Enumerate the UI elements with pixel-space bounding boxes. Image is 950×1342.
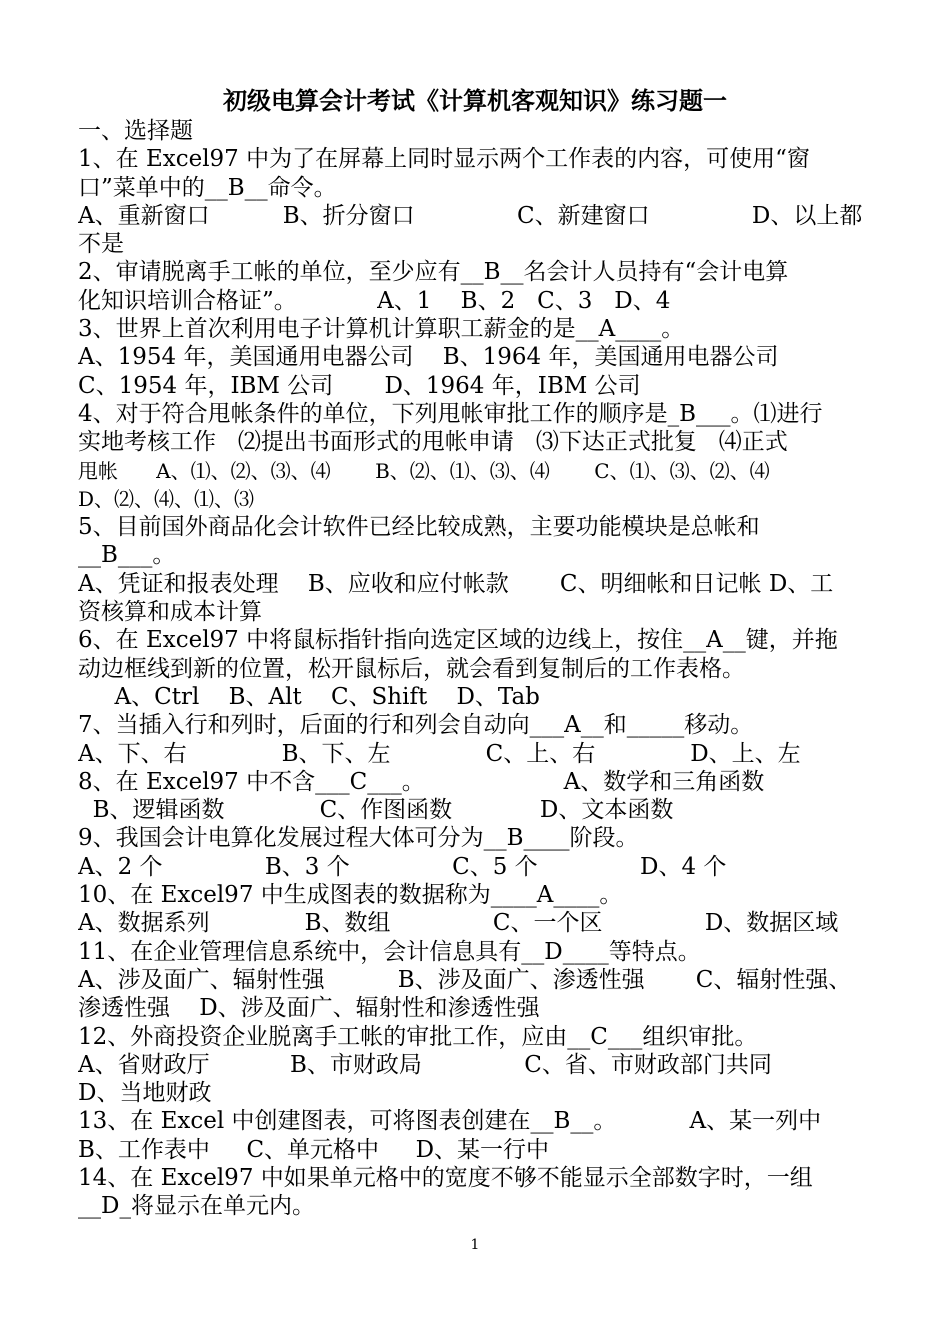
text-line: 化知识培训合格证”。 A、1 B、2 C、3 D、4 <box>78 287 671 314</box>
text-line: __B___。 <box>78 542 176 569</box>
text-line: C、1954 年，IBM 公司 D、1964 年，IBM 公司 <box>78 372 641 399</box>
text-line: 动边框线到新的位置，松开鼠标后，就会看到复制后的工作表格。 <box>78 655 745 682</box>
text-line: __D_将显示在单元内。 <box>78 1193 315 1220</box>
text-line: 13、在 Excel 中创建图表，可将图表创建在__B__。 A、某一列中 <box>78 1108 822 1135</box>
text-line: 1、在 Excel97 中为了在屏幕上同时显示两个工作表的内容，可使用“窗 <box>78 146 810 173</box>
text-line: A、省财政厅 B、市财政局 C、省、市财政部门共同 <box>78 1051 772 1078</box>
text-line: 口”菜单中的__B__命令。 <box>78 174 337 201</box>
text-line: 5、目前国外商品化会计软件已经比较成熟，主要功能模块是总帐和 <box>78 514 760 541</box>
text-line: 14、在 Excel97 中如果单元格中的宽度不够不能显示全部数字时，一组 <box>78 1164 813 1191</box>
text-line: A、数据系列 B、数组 C、一个区 D、数据区域 <box>78 910 839 937</box>
text-line: 11、在企业管理信息系统中，会计信息具有__D____等特点。 <box>78 938 701 965</box>
text-line: 资核算和成本计算 <box>78 599 262 626</box>
text-line: A、凭证和报表处理 B、应收和应付帐款 C、明细帐和日记帐 D、工 <box>78 570 834 597</box>
text-line: 3、世界上首次利用电子计算机计算职工薪金的是__A____。 <box>78 316 685 343</box>
text-line: 4、对于符合甩帐条件的单位，下列甩帐审批工作的顺序是_B___。⑴进行 <box>78 400 823 427</box>
text-line: A、1954 年，美国通用电器公司 B、1964 年，美国通用电器公司 <box>78 344 779 371</box>
text-line: A、Ctrl B、Alt C、Shift D、Tab <box>78 683 540 710</box>
text-line: 不是 <box>78 231 124 258</box>
text-line: B、工作表中 C、单元格中 D、某一行中 <box>78 1136 550 1163</box>
page-number: 1 <box>470 1237 480 1253</box>
text-line: 实地考核工作 ⑵提出书面形式的甩帐申请 ⑶下达正式批复 ⑷正式 <box>78 429 788 456</box>
text-line: 渗透性强 D、涉及面广、辐射性和渗透性强 <box>78 995 540 1022</box>
text-line: A、涉及面广、辐射性强 B、涉及面广、渗透性强 C、辐射性强、 <box>78 966 852 993</box>
text-line: 9、我国会计电算化发展过程大体可分为__B____阶段。 <box>78 825 639 852</box>
text-line: 7、当插入行和列时，后面的行和列会自动向___A__和_____移动。 <box>78 712 754 739</box>
text-line: 8、在 Excel97 中不含___C___。 A、数学和三角函数 <box>78 768 765 795</box>
text-line: 2、审请脱离手工帐的单位，至少应有__B__名会计人员持有“会计电算 <box>78 259 789 286</box>
text-line: D、⑵、⑷、⑴、⑶ <box>78 486 255 511</box>
text-line: 甩帐 A、⑴、⑵、⑶、⑷ B、⑵、⑴、⑶、⑷ C、⑴、⑶、⑵、⑷ <box>78 458 770 483</box>
text-line: A、重新窗口 B、折分窗口 C、新建窗口 D、以上都 <box>78 202 863 229</box>
text-line: 6、在 Excel97 中将鼠标指针指向选定区域的边线上，按住__A__键，并拖 <box>78 627 838 654</box>
text-line: 12、外商投资企业脱离手工帐的审批工作，应由__C___组织审批。 <box>78 1023 758 1050</box>
text-line: 10、在 Excel97 中生成图表的数据称为____A____。 <box>78 882 623 909</box>
text-line: 一、选择题 <box>78 118 193 144</box>
document-body <box>78 117 878 1221</box>
text-line: A、下、右 B、下、左 C、上、右 D、上、左 <box>78 740 801 767</box>
text-line: A、2 个 B、3 个 C、5 个 D、4 个 <box>78 853 727 880</box>
text-line: D、当地财政 <box>78 1080 212 1107</box>
text-line: B、逻辑函数 C、作图函数 D、文本函数 <box>78 797 674 824</box>
document-title: 初级电算会计考试《计算机客观知识》练习题一 <box>223 86 727 115</box>
